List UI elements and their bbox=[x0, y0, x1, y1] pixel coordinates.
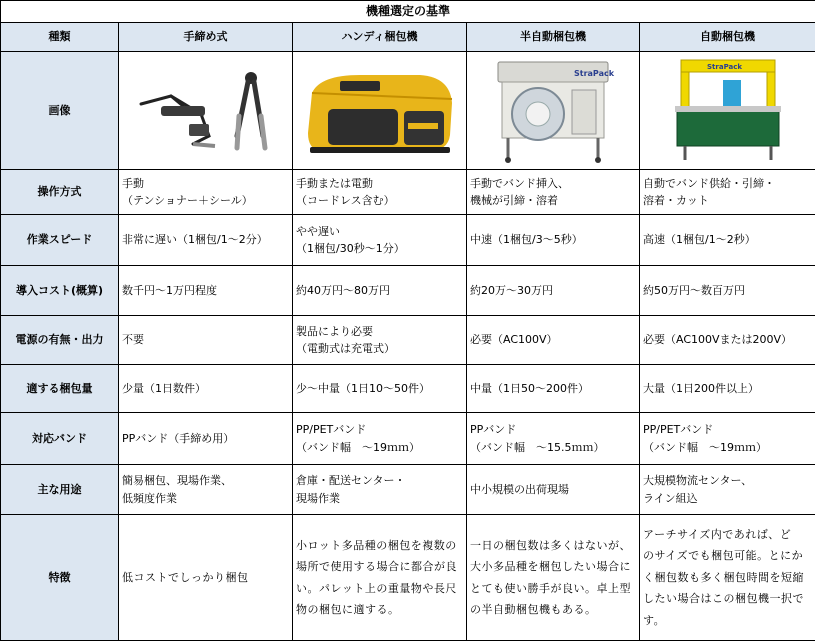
cell-speed-handy: やや遅い （1梱包/30秒〜1分） bbox=[293, 215, 467, 266]
image-handy bbox=[293, 52, 467, 170]
automatic-strapping-machine-icon bbox=[663, 56, 793, 166]
image-manual bbox=[119, 52, 293, 170]
cell-band-semi-auto: PPバンド （バンド幅 〜15.5ｍｍ） bbox=[467, 413, 640, 465]
cell-volume-manual: 少量（1日数件） bbox=[119, 365, 293, 413]
cell-band-auto: PP/PETバンド （バンド幅 〜19ｍｍ） bbox=[640, 413, 815, 465]
row-label-usage: 主な用途 bbox=[1, 465, 119, 515]
cell-speed-manual: 非常に遅い（1梱包/1〜2分） bbox=[119, 215, 293, 266]
cell-operation-semi-auto: 手動でバンド挿入、 機械が引締・溶着 bbox=[467, 170, 640, 215]
row-label-operation: 操作方式 bbox=[1, 170, 119, 215]
header-handy: ハンディ梱包機 bbox=[293, 23, 467, 52]
row-label-image: 画像 bbox=[1, 52, 119, 170]
cell-band-handy: PP/PETバンド （バンド幅 〜19ｍｍ） bbox=[293, 413, 467, 465]
cell-power-semi-auto: 必要（AC100V） bbox=[467, 316, 640, 365]
cell-speed-auto: 高速（1梱包/1〜2秒） bbox=[640, 215, 815, 266]
cell-usage-handy: 倉庫・配送センター・ 現場作業 bbox=[293, 465, 467, 515]
row-label-band: 対応バンド bbox=[1, 413, 119, 465]
header-type: 種類 bbox=[1, 23, 119, 52]
svg-text:StraPack: StraPack bbox=[574, 68, 615, 78]
image-auto bbox=[640, 52, 815, 170]
table-title: 機種選定の基準 bbox=[1, 1, 815, 23]
cell-power-auto: 必要（AC100Vまたは200V） bbox=[640, 316, 815, 365]
svg-text:StraPack: StraPack bbox=[706, 62, 742, 71]
cell-features-auto: アーチサイズ内であれば、ど のサイズでも梱包可能。とにか く梱包数も多く梱包時間を短縮 したい場合はこの梱包機一択で す。 bbox=[640, 515, 815, 641]
cell-features-manual: 低コストでしっかり梱包 bbox=[119, 515, 293, 641]
cell-usage-semi-auto: 中小規模の出荷現場 bbox=[467, 465, 640, 515]
row-label-cost: 導入コスト(概算) bbox=[1, 266, 119, 316]
row-label-volume: 適する梱包量 bbox=[1, 365, 119, 413]
cell-cost-semi-auto: 約20万〜30万円 bbox=[467, 266, 640, 316]
cell-features-semi-auto: 一日の梱包数は多くはないが、 大小多品種を梱包したい場合に とても使い勝手が良い。卓上型 の半自動梱包機もある。 bbox=[467, 515, 640, 641]
cell-cost-manual: 数千円〜1万円程度 bbox=[119, 266, 293, 316]
handheld-strapping-tool-icon bbox=[300, 63, 460, 158]
cell-power-manual: 不要 bbox=[119, 316, 293, 365]
cell-cost-handy: 約40万円〜80万円 bbox=[293, 266, 467, 316]
row-label-features: 特徴 bbox=[1, 515, 119, 641]
cell-volume-semi-auto: 中量（1日50〜200件） bbox=[467, 365, 640, 413]
cell-volume-handy: 少〜中量（1日10〜50件） bbox=[293, 365, 467, 413]
cell-operation-auto: 自動でバンド供給・引締・ 溶着・カット bbox=[640, 170, 815, 215]
header-manual: 手締め式 bbox=[119, 23, 293, 52]
cell-cost-auto: 約50万円〜数百万円 bbox=[640, 266, 815, 316]
manual-tensioner-sealer-icon bbox=[131, 66, 281, 156]
cell-speed-semi-auto: 中速（1梱包/3〜5秒） bbox=[467, 215, 640, 266]
header-auto: 自動梱包機 bbox=[640, 23, 815, 52]
cell-operation-manual: 手動 （テンショナー＋シール） bbox=[119, 170, 293, 215]
cell-features-handy: 小ロット多品種の梱包を複数の 場所で使用する場合に都合が良 い。パレット上の重量物や長尺 物の梱包に適する。 bbox=[293, 515, 467, 641]
cell-power-handy: 製品により必要 （電動式は充電式） bbox=[293, 316, 467, 365]
image-semi-auto bbox=[467, 52, 640, 170]
cell-volume-auto: 大量（1日200件以上） bbox=[640, 365, 815, 413]
cell-usage-auto: 大規模物流センター、 ライン組込 bbox=[640, 465, 815, 515]
cell-usage-manual: 簡易梱包、現場作業、 低頻度作業 bbox=[119, 465, 293, 515]
semi-automatic-strapping-machine-icon bbox=[488, 56, 618, 166]
header-semi-auto: 半自動梱包機 bbox=[467, 23, 640, 52]
cell-operation-handy: 手動または電動 （コードレス含む） bbox=[293, 170, 467, 215]
cell-band-manual: PPバンド（手締め用） bbox=[119, 413, 293, 465]
row-label-power: 電源の有無・出力 bbox=[1, 316, 119, 365]
row-label-speed: 作業スピード bbox=[1, 215, 119, 266]
